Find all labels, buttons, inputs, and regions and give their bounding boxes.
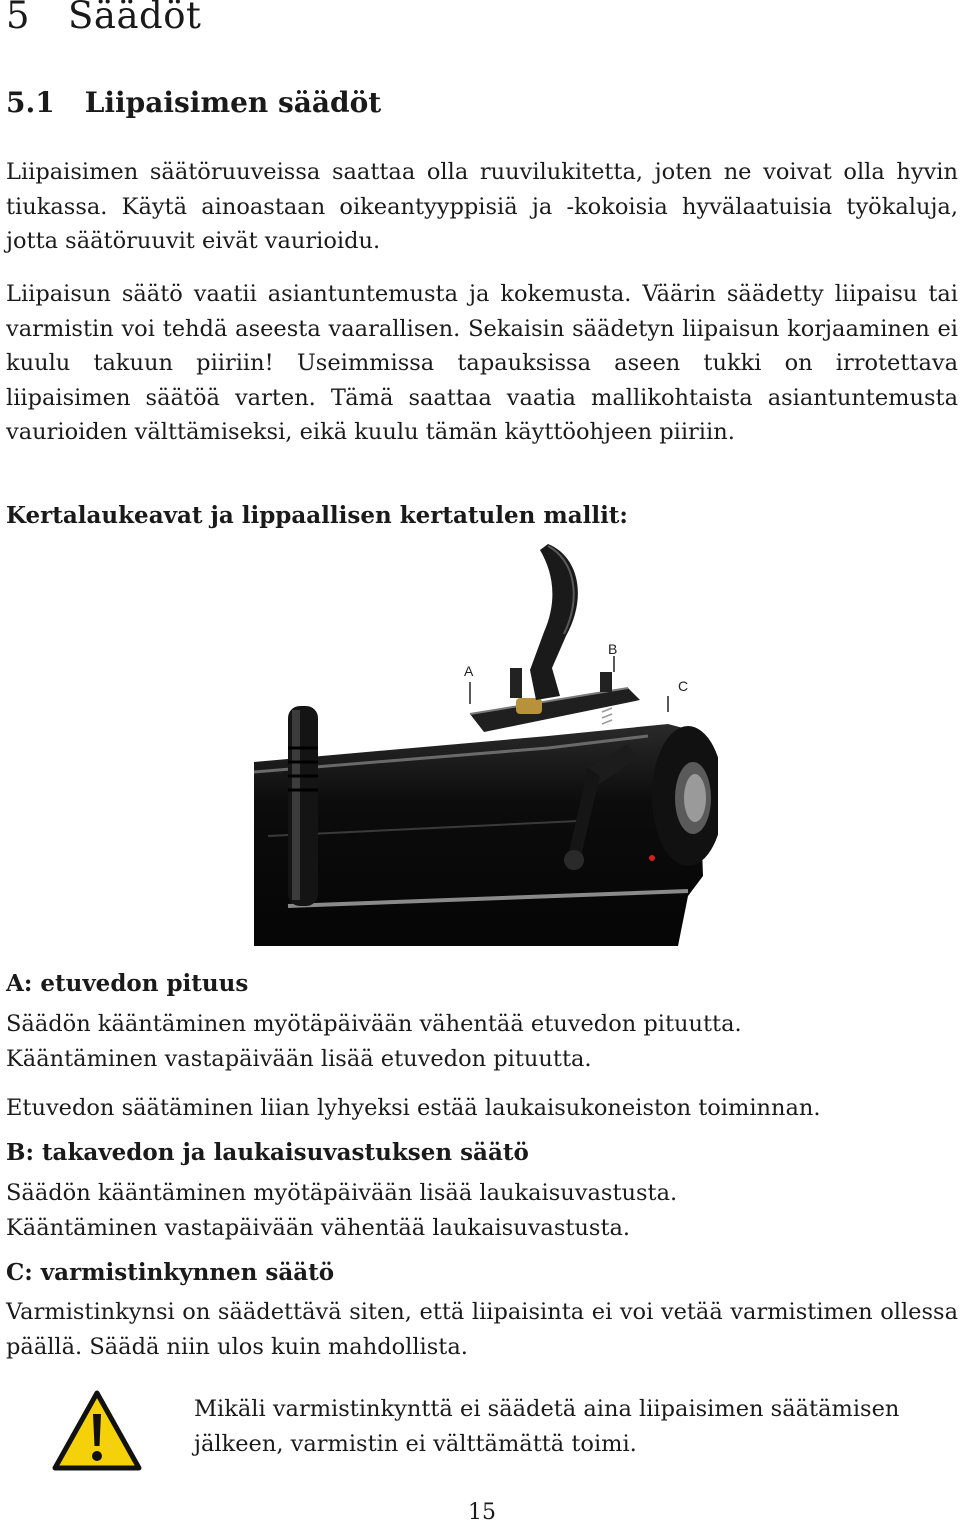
models-heading: Kertalaukeavat ja lippaallisen kertatulen mallit: xyxy=(6,502,628,529)
adjustment-b-line1: Säädön kääntäminen myötäpäivään lisää laukaisuvastusta. xyxy=(6,1180,678,1206)
adjustment-a-line1: Säädön kääntäminen myötäpäivään vähentää etuvedon pituutta. xyxy=(6,1011,742,1037)
figure-label-c: C xyxy=(678,678,689,694)
section-heading xyxy=(6,86,381,119)
section-title: Liipaisimen säädöt xyxy=(84,86,382,119)
adjustment-b-text xyxy=(6,1176,958,1245)
adjustment-a-note: Etuvedon säätäminen liian lyhyeksi estää laukaisukoneiston toiminnan. xyxy=(6,1095,821,1121)
adjustment-a-heading: A: etuvedon pituus xyxy=(6,970,249,997)
paragraph-expertise: Liipaisun säätö vaatii asiantuntemusta ja kokemusta. Väärin säädetty liipaisu tai varmistin voi tehdä aseesta vaarallisen. Sekaisin säädetyn liipaisun korjaaminen ei kuulu takuun piiriin! Useimmissa tapauksissa aseen tukki on irrotettava liipaisimen säätöä varten. Tämä saattaa vaatia mallikohtaista asiantuntemusta vaurioiden välttämiseksi, eikä kuulu tämän käyttöohjeen piiriin. xyxy=(6,281,958,445)
figure-label-a: A xyxy=(464,663,474,679)
section-number: 5.1 xyxy=(6,86,55,119)
adjustment-c-text: Varmistinkynsi on säädettävä siten, että liipaisinta ei voi vetää varmistimen ollessa päällä. Säädä niin ulos kuin mahdollista. xyxy=(6,1299,958,1360)
trigger-mechanism-figure xyxy=(248,536,718,946)
adjustment-b-heading: B: takavedon ja laukaisuvastuksen säätö xyxy=(6,1139,529,1166)
adjustment-b-line2: Kääntäminen vastapäivään vähentää laukaisuvastusta. xyxy=(6,1214,631,1241)
page-number: 15 xyxy=(468,1500,496,1525)
paragraph-tools: Liipaisimen säätöruuveissa saattaa olla ruuvilukitetta, joten ne voivat olla hyvin tiukassa. Käytä ainoastaan oikeantyyppisiä ja -kokoisia hyvälaatuisia työkaluja, jotta säätöruuvit eivät vaurioidu. xyxy=(6,159,958,254)
chapter-number: 5 xyxy=(6,0,31,37)
adjustment-a-line2: Kääntäminen vastapäivään lisää etuvedon pituutta. xyxy=(6,1045,592,1072)
chapter-heading xyxy=(6,0,201,37)
warning-text: Mikäli varmistinkynttä ei säädetä aina liipaisimen säätämisen jälkeen, varmistin ei välttämättä toimi. xyxy=(194,1396,900,1457)
warning-triangle-icon xyxy=(52,1390,142,1472)
chapter-title: Säädöt xyxy=(68,0,202,37)
figure-label-b: B xyxy=(608,641,618,657)
adjustment-a-text xyxy=(6,1007,958,1076)
adjustment-c-heading: C: varmistinkynnen säätö xyxy=(6,1259,335,1286)
